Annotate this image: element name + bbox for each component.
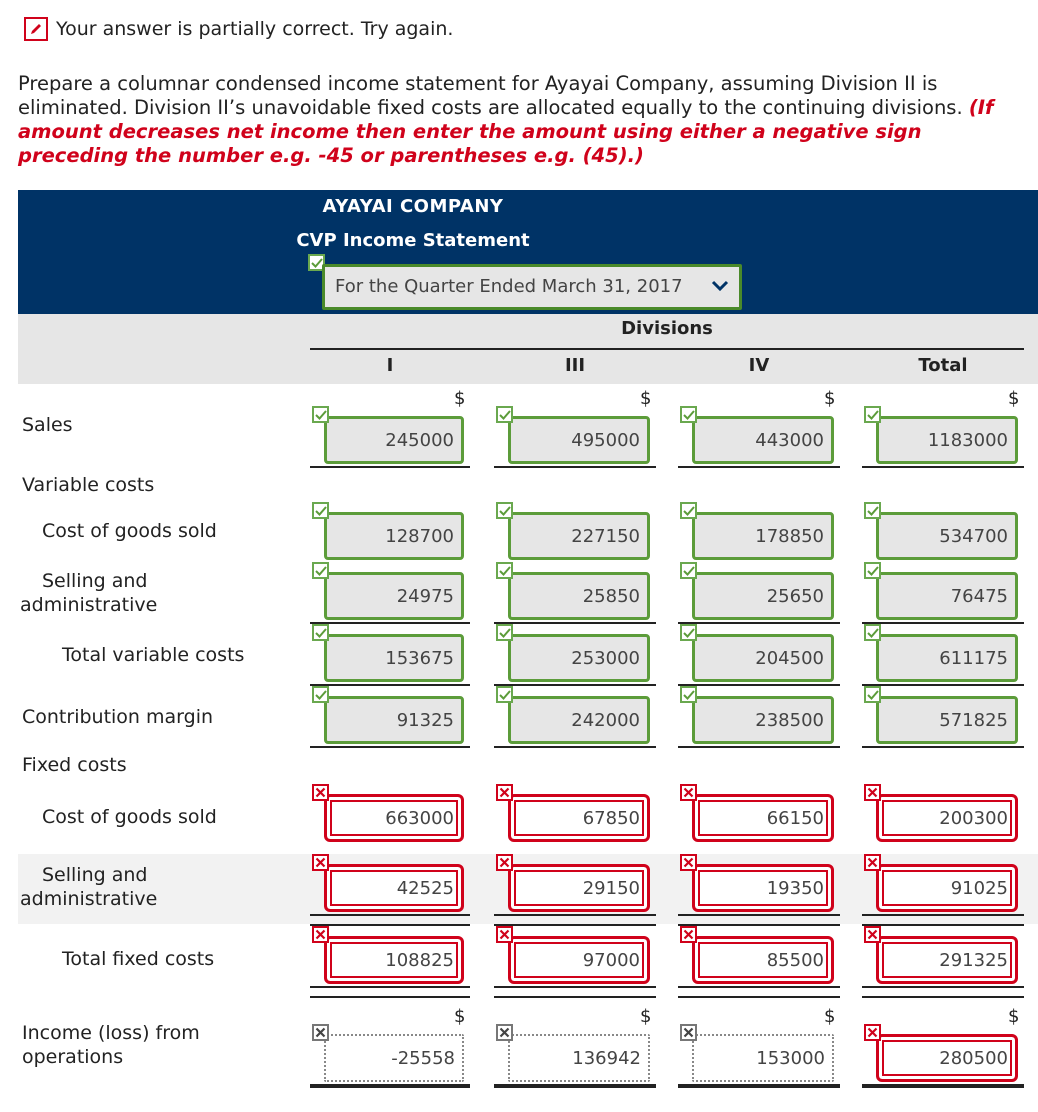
input-sales-iv[interactable]	[692, 416, 834, 464]
check-icon	[496, 562, 513, 579]
input-value: 128700	[385, 525, 454, 547]
input-fix-sa-i[interactable]	[324, 864, 464, 912]
underline	[494, 684, 656, 686]
incorrect-icon	[312, 784, 329, 801]
input-value: 245000	[385, 429, 454, 451]
underline	[494, 996, 656, 998]
check-icon	[864, 686, 881, 703]
label-fix-sa: Selling and administrative	[20, 864, 158, 910]
input-var-sa-i[interactable]	[324, 572, 464, 620]
incorrect-icon	[312, 854, 329, 871]
input-value: 242000	[571, 709, 640, 731]
incorrect-icon	[312, 1024, 329, 1041]
label-total-var: Total variable costs	[62, 644, 245, 666]
input-value: 571825	[939, 709, 1008, 731]
input-value: 153675	[385, 647, 454, 669]
underline	[310, 996, 470, 998]
input-contribution-total[interactable]	[876, 696, 1018, 744]
input-total-fix-iii[interactable]	[508, 936, 650, 984]
input-contribution-i[interactable]	[324, 696, 464, 744]
instructions-note: (If amount decreases net income then enter the amount using either a negative sign preceding the number e.g. -45 or parentheses e.g. (45).)	[18, 96, 994, 167]
incorrect-icon	[496, 1024, 513, 1041]
input-total-var-iv[interactable]	[692, 634, 834, 682]
incorrect-icon	[680, 1024, 697, 1041]
label-variable-costs: Variable costs	[22, 474, 155, 496]
check-icon	[680, 624, 697, 641]
dollar-sign: $	[640, 1006, 652, 1027]
input-value: 204500	[755, 647, 824, 669]
input-fix-cogs-total[interactable]	[876, 794, 1018, 842]
column-header-I: I	[386, 355, 394, 376]
input-total-fix-i[interactable]	[324, 936, 464, 984]
dollar-sign: $	[824, 388, 836, 409]
divisions-label: Divisions	[621, 318, 713, 339]
input-value: 1183000	[927, 429, 1008, 451]
incorrect-icon	[496, 784, 513, 801]
check-icon	[680, 562, 697, 579]
status-text: Your answer is partially correct. Try again.	[56, 18, 454, 40]
double-underline	[862, 1084, 1024, 1088]
input-total-fix-iv[interactable]	[692, 936, 834, 984]
check-icon	[680, 502, 697, 519]
check-icon	[312, 562, 329, 579]
incorrect-icon	[864, 854, 881, 871]
label-sales: Sales	[22, 414, 73, 436]
check-icon	[864, 624, 881, 641]
underline	[678, 746, 840, 748]
underline	[310, 746, 470, 748]
dollar-sign: $	[640, 388, 652, 409]
underline	[862, 986, 1024, 988]
input-value: 611175	[939, 647, 1008, 669]
incorrect-icon	[680, 854, 697, 871]
check-icon	[680, 406, 697, 423]
input-value: 91025	[950, 877, 1008, 899]
underline	[678, 622, 840, 624]
double-underline	[678, 1084, 840, 1088]
underline	[678, 466, 840, 468]
check-icon	[864, 502, 881, 519]
input-var-cogs-i[interactable]	[324, 512, 464, 560]
check-icon	[680, 686, 697, 703]
input-value: 238500	[755, 709, 824, 731]
input-var-cogs-iii[interactable]	[508, 512, 650, 560]
input-fix-cogs-iii[interactable]	[508, 794, 650, 842]
underline	[862, 924, 1024, 926]
input-value: 443000	[755, 429, 824, 451]
column-header-III: III	[564, 355, 586, 376]
input-sales-i[interactable]	[324, 416, 464, 464]
period-select[interactable]	[322, 264, 742, 310]
input-value: 25650	[766, 585, 824, 607]
label-var-cogs: Cost of goods sold	[42, 520, 217, 542]
instructions-text: Prepare a columnar condensed income statement for Ayayai Company, assuming Division II is eliminated. Division II’s unavoidable fixed costs are allocated equally to the continuing divisions.	[18, 72, 963, 119]
company-name: AYAYAI COMPANY	[322, 196, 504, 217]
input-value: 534700	[939, 525, 1008, 547]
input-value: 29150	[582, 877, 640, 899]
incorrect-icon	[496, 854, 513, 871]
input-fix-cogs-i[interactable]	[324, 794, 464, 842]
input-var-cogs-iv[interactable]	[692, 512, 834, 560]
input-value: 280500	[939, 1047, 1008, 1069]
input-value: 153000	[756, 1047, 825, 1069]
input-contribution-iii[interactable]	[508, 696, 650, 744]
incorrect-icon	[312, 926, 329, 943]
period-value: For the Quarter Ended March 31, 2017	[335, 276, 683, 297]
input-value: 25850	[582, 585, 640, 607]
statement-header	[18, 190, 1038, 314]
column-header-total: Total	[918, 355, 968, 376]
underline	[494, 466, 656, 468]
double-underline	[494, 1084, 656, 1088]
input-value: 178850	[755, 525, 824, 547]
check-icon	[864, 562, 881, 579]
underline	[494, 622, 656, 624]
underline	[862, 622, 1024, 624]
input-value: 495000	[571, 429, 640, 451]
dollar-sign: $	[1008, 388, 1020, 409]
check-icon	[312, 624, 329, 641]
underline	[678, 924, 840, 926]
input-contribution-iv[interactable]	[692, 696, 834, 744]
input-var-cogs-total[interactable]	[876, 512, 1018, 560]
underline	[310, 466, 470, 468]
input-value: -25558	[391, 1047, 455, 1069]
input-value: 253000	[571, 647, 640, 669]
input-total-var-total[interactable]	[876, 634, 1018, 682]
double-underline	[310, 1084, 470, 1088]
chevron-down-icon	[711, 267, 729, 307]
input-fix-sa-total[interactable]	[876, 864, 1018, 912]
check-icon	[496, 624, 513, 641]
underline	[678, 914, 840, 916]
check-icon	[496, 502, 513, 519]
underline	[310, 924, 470, 926]
label-income: Income (loss) from operations	[22, 1022, 200, 1068]
underline	[862, 684, 1024, 686]
input-value: 24975	[396, 585, 454, 607]
column-header-IV: IV	[748, 355, 770, 376]
input-fix-sa-iv[interactable]	[692, 864, 834, 912]
input-value: 91325	[396, 709, 454, 731]
dollar-sign: $	[454, 388, 466, 409]
underline	[494, 914, 656, 916]
label-total-fix: Total fixed costs	[62, 948, 215, 970]
label-fix-cogs: Cost of goods sold	[42, 806, 217, 828]
input-value: 85500	[766, 949, 824, 971]
underline	[494, 746, 656, 748]
input-value: 76475	[950, 585, 1008, 607]
input-income-i[interactable]	[324, 1034, 464, 1082]
input-value: 200300	[939, 807, 1008, 829]
dollar-sign: $	[824, 1006, 836, 1027]
underline	[310, 622, 470, 624]
input-value: 67850	[582, 807, 640, 829]
underline	[678, 986, 840, 988]
underline	[310, 986, 470, 988]
check-icon	[496, 406, 513, 423]
check-icon	[496, 686, 513, 703]
incorrect-icon	[496, 926, 513, 943]
underline	[862, 914, 1024, 916]
input-sales-total[interactable]	[876, 416, 1018, 464]
input-var-sa-total[interactable]	[876, 572, 1018, 620]
incorrect-icon	[864, 926, 881, 943]
input-total-var-i[interactable]	[324, 634, 464, 682]
dollar-sign: $	[1008, 1006, 1020, 1027]
input-sales-iii[interactable]	[508, 416, 650, 464]
underline	[494, 924, 656, 926]
incorrect-icon	[680, 784, 697, 801]
input-value: 66150	[766, 807, 824, 829]
input-income-total[interactable]	[876, 1034, 1018, 1082]
input-fix-sa-iii[interactable]	[508, 864, 650, 912]
check-icon	[312, 686, 329, 703]
input-total-fix-total[interactable]	[876, 936, 1018, 984]
underline	[862, 746, 1024, 748]
input-value: 97000	[582, 949, 640, 971]
input-value: 663000	[385, 807, 454, 829]
input-fix-cogs-iv[interactable]	[692, 794, 834, 842]
underline	[678, 996, 840, 998]
dollar-sign: $	[454, 1006, 466, 1027]
instructions	[18, 72, 1023, 168]
statement-title: CVP Income Statement	[296, 230, 530, 251]
label-var-sa: Selling and administrative	[20, 570, 158, 616]
pencil-icon	[24, 17, 48, 41]
input-value: 108825	[385, 949, 454, 971]
incorrect-icon	[864, 784, 881, 801]
input-value: 19350	[766, 877, 824, 899]
input-income-iv[interactable]	[692, 1034, 834, 1082]
check-icon	[312, 406, 329, 423]
input-total-var-iii[interactable]	[508, 634, 650, 682]
incorrect-icon	[680, 926, 697, 943]
input-value: 42525	[396, 877, 454, 899]
input-value: 291325	[939, 949, 1008, 971]
input-income-iii[interactable]	[508, 1034, 650, 1082]
check-icon	[864, 406, 881, 423]
answer-status	[24, 16, 453, 42]
label-fixed-costs: Fixed costs	[22, 754, 127, 776]
input-value: 136942	[572, 1047, 641, 1069]
input-var-sa-iv[interactable]	[692, 572, 834, 620]
label-contribution: Contribution margin	[22, 706, 214, 728]
underline	[494, 986, 656, 988]
input-var-sa-iii[interactable]	[508, 572, 650, 620]
divider	[310, 348, 1024, 350]
underline	[310, 914, 470, 916]
underline	[862, 996, 1024, 998]
underline	[678, 684, 840, 686]
underline	[862, 466, 1024, 468]
check-icon	[312, 502, 329, 519]
incorrect-icon	[864, 1024, 881, 1041]
underline	[310, 684, 470, 686]
input-value: 227150	[571, 525, 640, 547]
